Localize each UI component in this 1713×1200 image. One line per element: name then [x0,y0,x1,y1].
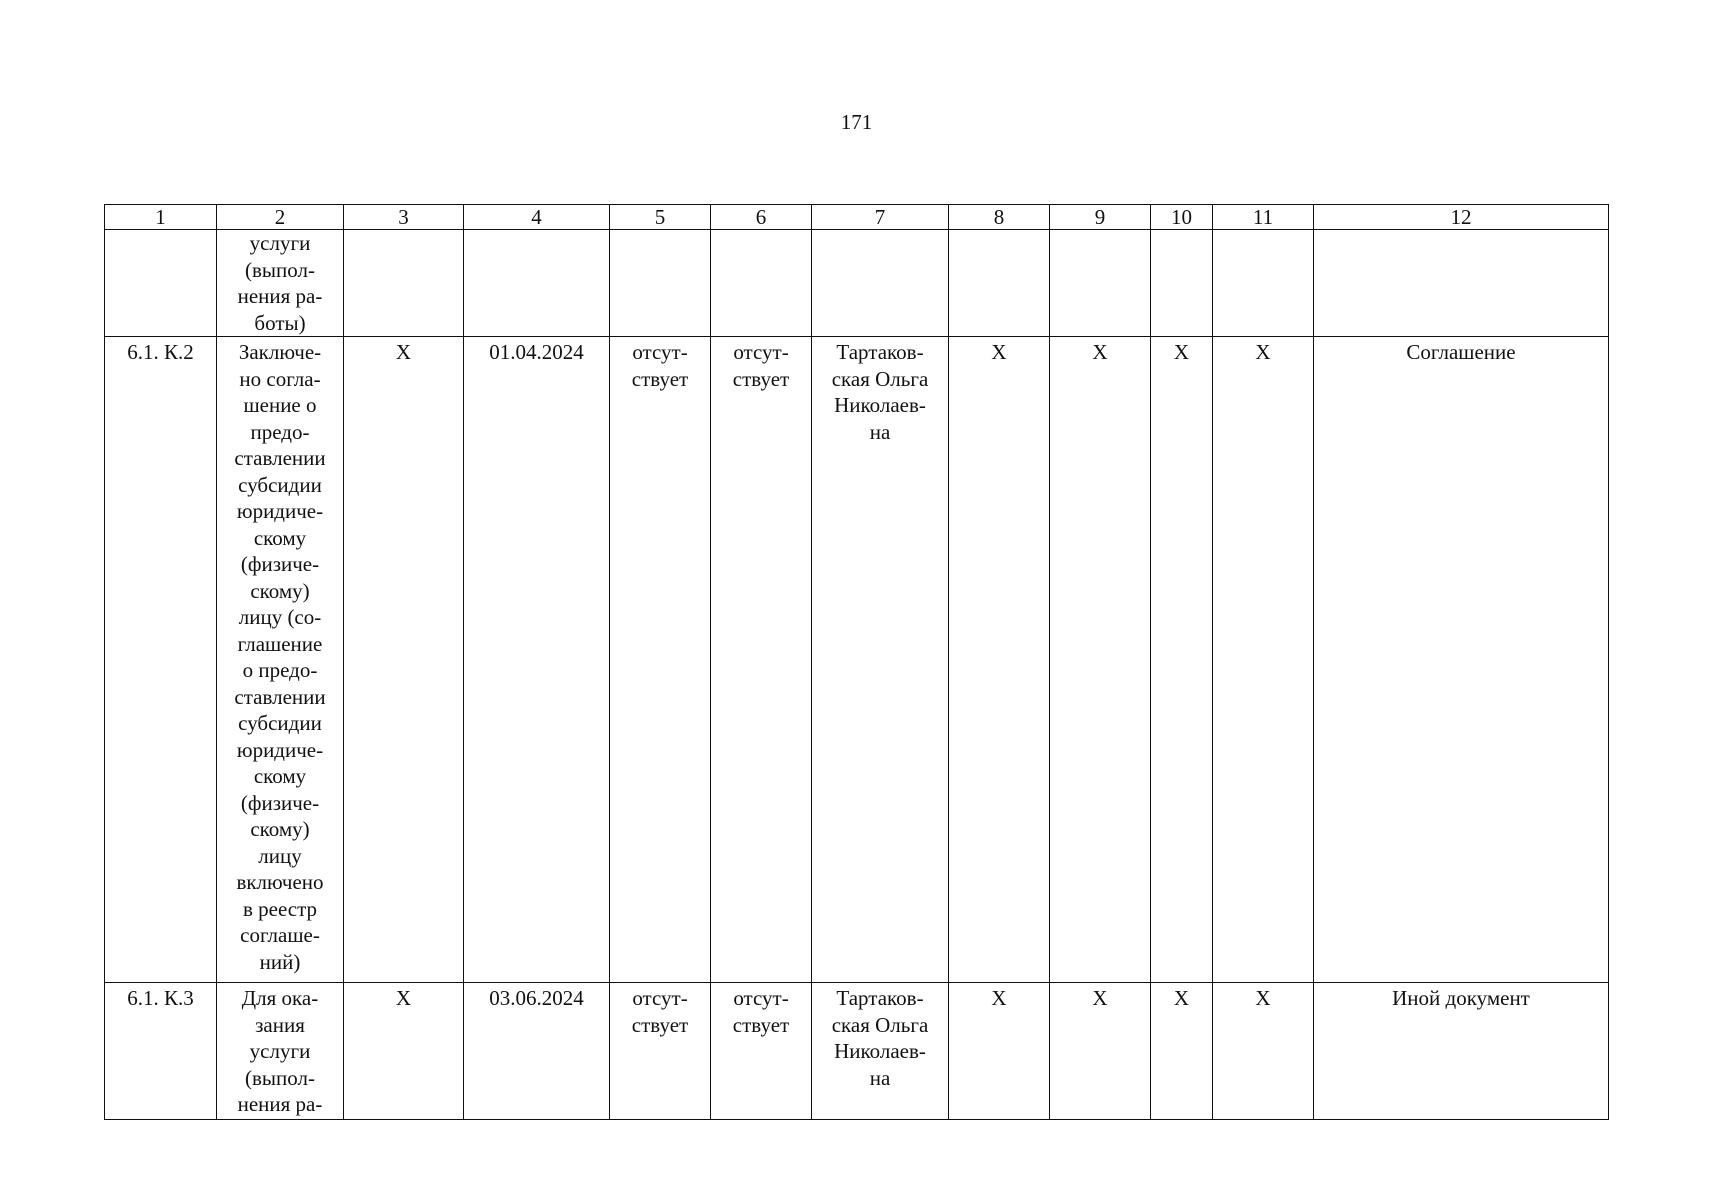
document-table [104,204,1609,1120]
table-cell: 03.06.2024 [464,983,610,1120]
column-number: 6 [711,205,812,230]
table-cell: X [1151,983,1213,1120]
table-cell: Тартаков- ская Ольга Николаев- на [812,337,949,983]
table-cell: отсут- ствует [711,983,812,1120]
table-cell [105,230,217,337]
column-number: 7 [812,205,949,230]
column-number: 11 [1213,205,1314,230]
table-cell: 6.1. К.2 [105,337,217,983]
table-cell: X [1050,337,1151,983]
column-number: 10 [1151,205,1213,230]
table-row [105,230,1609,337]
table-cell: Иной документ [1314,983,1609,1120]
table-cell [812,230,949,337]
table-cell: Заключе- но согла- шение о предо- ставлении субсидии юридиче- скому (физиче- скому) лицу (со- глашение о предо- ставлении субсидии юридиче- скому (физиче- скому) лицу включено в реестр соглаше- ний) [217,337,344,983]
column-number: 12 [1314,205,1609,230]
column-number: 9 [1050,205,1151,230]
table-cell [610,230,711,337]
table-cell [1213,230,1314,337]
table-cell: отсут- ствует [610,983,711,1120]
column-number: 5 [610,205,711,230]
table-row [105,337,1609,983]
table-cell: Для ока- зания услуги (выпол- нения ра- [217,983,344,1120]
table-cell: X [1213,983,1314,1120]
table-cell: X [1213,337,1314,983]
table-cell [1314,230,1609,337]
column-number: 1 [105,205,217,230]
column-number: 8 [949,205,1050,230]
table-cell: X [1151,337,1213,983]
column-number: 4 [464,205,610,230]
table-header-row [105,205,1609,230]
table-cell: 6.1. К.3 [105,983,217,1120]
table-cell [711,230,812,337]
table-cell: услуги (выпол- нения ра- боты) [217,230,344,337]
table-cell: отсут- ствует [711,337,812,983]
table-cell [949,230,1050,337]
page-number: 171 [840,110,873,134]
table-cell: отсут- ствует [610,337,711,983]
table-cell: X [344,337,464,983]
table-row [105,983,1609,1120]
column-number: 2 [217,205,344,230]
table-cell [344,230,464,337]
table-cell [464,230,610,337]
table-cell: Соглашение [1314,337,1609,983]
column-number: 3 [344,205,464,230]
table-cell: 01.04.2024 [464,337,610,983]
table-cell: X [949,983,1050,1120]
table-cell: X [344,983,464,1120]
table-cell: Тартаков- ская Ольга Николаев- на [812,983,949,1120]
table-cell: X [1050,983,1151,1120]
table-cell: X [949,337,1050,983]
table-cell [1050,230,1151,337]
table-cell [1151,230,1213,337]
